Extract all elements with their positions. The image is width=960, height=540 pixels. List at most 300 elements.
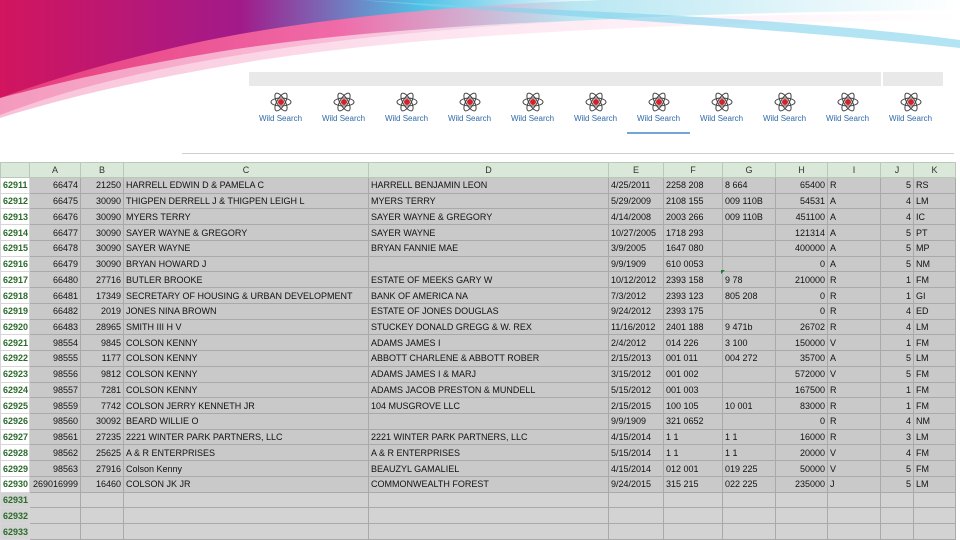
cell[interactable]: 9/9/1909 <box>609 256 664 272</box>
cell[interactable]: NM <box>914 256 956 272</box>
cell[interactable]: 10/27/2005 <box>609 225 664 241</box>
cell[interactable]: 83000 <box>776 398 828 414</box>
wild-search-button[interactable] <box>690 90 753 132</box>
row-number[interactable]: 62925 <box>1 398 30 414</box>
column-header[interactable]: J <box>881 163 914 178</box>
cell[interactable]: 5 <box>881 240 914 256</box>
cell[interactable]: V <box>828 461 881 477</box>
cell[interactable]: BRYAN HOWARD J <box>124 256 369 272</box>
cell[interactable]: ESTATE OF JONES DOUGLAS <box>369 303 609 319</box>
cell[interactable]: JONES NINA BROWN <box>124 303 369 319</box>
cell[interactable]: 7/3/2012 <box>609 288 664 304</box>
wild-search-button[interactable] <box>879 90 942 132</box>
row-number[interactable]: 62911 <box>1 178 30 194</box>
cell[interactable]: 1 1 <box>723 445 776 461</box>
row-number[interactable]: 62914 <box>1 225 30 241</box>
row-number[interactable]: 62931 <box>1 492 30 508</box>
cell[interactable]: 4 <box>881 209 914 225</box>
cell[interactable]: SAYER WAYNE & GREGORY <box>124 225 369 241</box>
cell[interactable]: COMMONWEALTH FOREST <box>369 476 609 492</box>
cell[interactable] <box>723 303 776 319</box>
cell[interactable] <box>723 492 776 508</box>
cell[interactable]: 2/15/2015 <box>609 398 664 414</box>
cell[interactable]: 9 471b <box>723 319 776 335</box>
cell[interactable]: 1647 080 <box>664 240 723 256</box>
cell[interactable] <box>609 492 664 508</box>
cell[interactable] <box>369 256 609 272</box>
cell[interactable] <box>124 508 369 524</box>
cell[interactable]: 1 <box>881 272 914 288</box>
cell[interactable]: 5/29/2009 <box>609 193 664 209</box>
cell[interactable]: 25625 <box>81 445 124 461</box>
cell[interactable]: 50000 <box>776 461 828 477</box>
cell[interactable]: 1 1 <box>664 429 723 445</box>
cell[interactable]: 65400 <box>776 178 828 194</box>
cell[interactable]: 4 <box>881 414 914 430</box>
cell[interactable]: 98555 <box>30 351 81 367</box>
cell[interactable]: 2108 155 <box>664 193 723 209</box>
cell[interactable]: 8 664 <box>723 178 776 194</box>
cell[interactable]: RS <box>914 178 956 194</box>
cell[interactable]: 5/15/2014 <box>609 445 664 461</box>
cell[interactable]: FM <box>914 461 956 477</box>
column-header[interactable]: B <box>81 163 124 178</box>
cell[interactable]: FM <box>914 445 956 461</box>
cell[interactable]: 30090 <box>81 256 124 272</box>
cell[interactable]: 27716 <box>81 272 124 288</box>
column-header[interactable]: D <box>369 163 609 178</box>
cell[interactable]: 805 208 <box>723 288 776 304</box>
cell[interactable] <box>776 492 828 508</box>
cell[interactable]: THIGPEN DERRELL J & THIGPEN LEIGH L <box>124 193 369 209</box>
cell[interactable]: BEARD WILLIE O <box>124 414 369 430</box>
cell[interactable] <box>914 508 956 524</box>
cell[interactable]: 27235 <box>81 429 124 445</box>
cell[interactable]: SAYER WAYNE & GREGORY <box>369 209 609 225</box>
atom-icon <box>396 92 418 112</box>
cell[interactable]: 21250 <box>81 178 124 194</box>
cell[interactable]: COLSON JERRY KENNETH JR <box>124 398 369 414</box>
cell[interactable]: MYERS TERRY <box>369 193 609 209</box>
cell[interactable]: A <box>828 240 881 256</box>
cell[interactable]: R <box>828 429 881 445</box>
row-number[interactable]: 62918 <box>1 288 30 304</box>
cell[interactable]: 66482 <box>30 303 81 319</box>
column-header[interactable]: G <box>723 163 776 178</box>
cell[interactable]: 2221 WINTER PARK PARTNERS, LLC <box>124 429 369 445</box>
cell[interactable] <box>124 524 369 540</box>
cell[interactable]: 004 272 <box>723 351 776 367</box>
cell[interactable]: 235000 <box>776 476 828 492</box>
cell[interactable]: 0 <box>776 414 828 430</box>
cell[interactable] <box>369 508 609 524</box>
row-number[interactable]: 62921 <box>1 335 30 351</box>
cell[interactable]: R <box>828 414 881 430</box>
cell[interactable]: GI <box>914 288 956 304</box>
cell[interactable]: 1 1 <box>664 445 723 461</box>
cell[interactable]: R <box>828 288 881 304</box>
row-number[interactable]: 62932 <box>1 508 30 524</box>
cell[interactable]: 5 <box>881 225 914 241</box>
cell[interactable]: 66480 <box>30 272 81 288</box>
cell[interactable]: 9 78 <box>723 272 776 288</box>
wild-search-button[interactable] <box>312 90 375 132</box>
cell[interactable]: 4 <box>881 193 914 209</box>
cell[interactable] <box>828 492 881 508</box>
cell[interactable]: 210000 <box>776 272 828 288</box>
cell[interactable]: 35700 <box>776 351 828 367</box>
cell[interactable]: 30090 <box>81 225 124 241</box>
cell[interactable]: 66481 <box>30 288 81 304</box>
cell[interactable]: 30090 <box>81 193 124 209</box>
cell[interactable]: R <box>828 382 881 398</box>
cell[interactable]: 001 011 <box>664 351 723 367</box>
column-header[interactable]: H <box>776 163 828 178</box>
cell[interactable]: 009 110B <box>723 209 776 225</box>
cell[interactable]: 28965 <box>81 319 124 335</box>
cell[interactable]: 1718 293 <box>664 225 723 241</box>
cell[interactable] <box>723 524 776 540</box>
cell[interactable]: 2258 208 <box>664 178 723 194</box>
cell[interactable]: V <box>828 366 881 382</box>
row-number[interactable]: 62917 <box>1 272 30 288</box>
cell[interactable]: COLSON KENNY <box>124 382 369 398</box>
cell[interactable]: 2221 WINTER PARK PARTNERS, LLC <box>369 429 609 445</box>
cell[interactable] <box>723 225 776 241</box>
cell[interactable]: 98563 <box>30 461 81 477</box>
cell[interactable]: 167500 <box>776 382 828 398</box>
cell[interactable]: 66475 <box>30 193 81 209</box>
cell[interactable]: A & R ENTERPRISES <box>124 445 369 461</box>
cell[interactable] <box>664 492 723 508</box>
cell[interactable]: 1 <box>881 398 914 414</box>
cell[interactable]: 4/14/2008 <box>609 209 664 225</box>
cell[interactable]: ESTATE OF MEEKS GARY W <box>369 272 609 288</box>
cell[interactable]: 66483 <box>30 319 81 335</box>
row-number[interactable]: 62929 <box>1 461 30 477</box>
cell[interactable]: A <box>828 256 881 272</box>
wild-search-button[interactable] <box>627 90 690 134</box>
cell[interactable]: FM <box>914 335 956 351</box>
cell[interactable]: V <box>828 335 881 351</box>
cell[interactable]: 100 105 <box>664 398 723 414</box>
cell[interactable] <box>828 508 881 524</box>
row-number[interactable]: 62916 <box>1 256 30 272</box>
cell[interactable]: BANK OF AMERICA NA <box>369 288 609 304</box>
cell[interactable]: 5 <box>881 476 914 492</box>
cell[interactable] <box>723 256 776 272</box>
row-number[interactable]: 62926 <box>1 414 30 430</box>
cell[interactable]: 98556 <box>30 366 81 382</box>
cell[interactable]: SAYER WAYNE <box>369 225 609 241</box>
cell[interactable]: 2019 <box>81 303 124 319</box>
cell[interactable]: ADAMS JACOB PRESTON & MUNDELL <box>369 382 609 398</box>
cell[interactable]: ADAMS JAMES I & MARJ <box>369 366 609 382</box>
cell[interactable]: 16000 <box>776 429 828 445</box>
cell[interactable]: Colson Kenny <box>124 461 369 477</box>
cell[interactable]: 9845 <box>81 335 124 351</box>
cell[interactable] <box>881 508 914 524</box>
cell[interactable]: 3 100 <box>723 335 776 351</box>
cell[interactable]: A <box>828 193 881 209</box>
cell[interactable] <box>30 508 81 524</box>
cell[interactable]: R <box>828 178 881 194</box>
row-number[interactable]: 62927 <box>1 429 30 445</box>
cell[interactable] <box>881 524 914 540</box>
cell[interactable]: 5 <box>881 366 914 382</box>
row-number[interactable]: 62915 <box>1 240 30 256</box>
cell[interactable]: 121314 <box>776 225 828 241</box>
cell[interactable]: 019 225 <box>723 461 776 477</box>
cell[interactable]: 9/9/1909 <box>609 414 664 430</box>
cell[interactable]: 98562 <box>30 445 81 461</box>
row-number[interactable]: 62922 <box>1 351 30 367</box>
row-number[interactable]: 62913 <box>1 209 30 225</box>
cell[interactable] <box>81 492 124 508</box>
wild-search-button[interactable] <box>249 90 312 132</box>
cell[interactable] <box>723 366 776 382</box>
cell[interactable]: 7742 <box>81 398 124 414</box>
cell[interactable]: 5 <box>881 178 914 194</box>
cell[interactable]: STUCKEY DONALD GREGG & W. REX <box>369 319 609 335</box>
cell[interactable]: 54531 <box>776 193 828 209</box>
cell[interactable]: 5/15/2012 <box>609 382 664 398</box>
row-number[interactable]: 62919 <box>1 303 30 319</box>
cell[interactable]: 2393 158 <box>664 272 723 288</box>
cell[interactable]: LM <box>914 351 956 367</box>
cell[interactable]: 315 215 <box>664 476 723 492</box>
column-header[interactable]: K <box>914 163 956 178</box>
cell[interactable]: LM <box>914 476 956 492</box>
cell[interactable]: 3/9/2005 <box>609 240 664 256</box>
wild-search-button[interactable] <box>816 90 879 132</box>
row-number[interactable]: 62923 <box>1 366 30 382</box>
cell[interactable]: 0 <box>776 303 828 319</box>
cell[interactable]: 2393 123 <box>664 288 723 304</box>
cell[interactable]: LM <box>914 319 956 335</box>
cell[interactable]: 98557 <box>30 382 81 398</box>
cell[interactable]: 98559 <box>30 398 81 414</box>
wild-search-button[interactable] <box>501 90 564 132</box>
cell[interactable]: 20000 <box>776 445 828 461</box>
cell[interactable] <box>723 240 776 256</box>
cell[interactable] <box>723 382 776 398</box>
cell[interactable]: 7281 <box>81 382 124 398</box>
cell[interactable] <box>723 414 776 430</box>
column-header[interactable]: I <box>828 163 881 178</box>
cell[interactable]: 27916 <box>81 461 124 477</box>
cell[interactable]: 5 <box>881 351 914 367</box>
cell[interactable]: 98561 <box>30 429 81 445</box>
cell[interactable] <box>828 524 881 540</box>
column-header[interactable]: C <box>124 163 369 178</box>
cell[interactable]: 4 <box>881 445 914 461</box>
cell[interactable]: 2401 188 <box>664 319 723 335</box>
cell[interactable]: A & R ENTERPRISES <box>369 445 609 461</box>
cell[interactable]: FM <box>914 366 956 382</box>
row-number[interactable]: 62912 <box>1 193 30 209</box>
cell[interactable]: R <box>828 303 881 319</box>
cell[interactable]: IC <box>914 209 956 225</box>
cell[interactable]: 4/25/2011 <box>609 178 664 194</box>
cell[interactable] <box>124 492 369 508</box>
cell[interactable]: 012 001 <box>664 461 723 477</box>
cell[interactable]: FM <box>914 272 956 288</box>
cell[interactable]: 150000 <box>776 335 828 351</box>
cell[interactable] <box>776 524 828 540</box>
row-number[interactable]: 62933 <box>1 524 30 540</box>
cell[interactable]: 3 <box>881 429 914 445</box>
cell[interactable] <box>609 524 664 540</box>
wild-search-button[interactable] <box>753 90 816 132</box>
cell[interactable]: SAYER WAYNE <box>124 240 369 256</box>
cell[interactable]: 30090 <box>81 209 124 225</box>
cell[interactable]: 5 <box>881 461 914 477</box>
cell[interactable]: 1 <box>881 288 914 304</box>
cell[interactable]: R <box>828 398 881 414</box>
column-header[interactable]: A <box>30 163 81 178</box>
cell[interactable]: 66474 <box>30 178 81 194</box>
cell[interactable]: 4 <box>881 319 914 335</box>
cell[interactable]: 3/15/2012 <box>609 366 664 382</box>
wild-search-button[interactable] <box>438 90 501 132</box>
cell[interactable]: 30092 <box>81 414 124 430</box>
cell[interactable]: 2/4/2012 <box>609 335 664 351</box>
cell[interactable]: 451100 <box>776 209 828 225</box>
cell[interactable]: 9/24/2015 <box>609 476 664 492</box>
cell[interactable]: 66478 <box>30 240 81 256</box>
select-all-corner[interactable] <box>1 163 30 178</box>
cell[interactable]: NM <box>914 414 956 430</box>
cell[interactable] <box>81 524 124 540</box>
cell[interactable]: 10/12/2012 <box>609 272 664 288</box>
cell[interactable]: 4/15/2014 <box>609 461 664 477</box>
cell[interactable]: 16460 <box>81 476 124 492</box>
cell[interactable] <box>369 524 609 540</box>
cell[interactable] <box>664 524 723 540</box>
cell[interactable]: ABBOTT CHARLENE & ABBOTT ROBER <box>369 351 609 367</box>
cell[interactable]: 2003 266 <box>664 209 723 225</box>
cell[interactable]: 269016999 <box>30 476 81 492</box>
cell[interactable]: 1 <box>881 382 914 398</box>
cell[interactable]: 10 001 <box>723 398 776 414</box>
cell[interactable]: 1 <box>881 335 914 351</box>
cell[interactable] <box>30 524 81 540</box>
cell[interactable]: HARRELL EDWIN D & PAMELA C <box>124 178 369 194</box>
cell[interactable]: 30090 <box>81 240 124 256</box>
cell[interactable]: ADAMS JAMES I <box>369 335 609 351</box>
cell[interactable]: 0 <box>776 256 828 272</box>
cell[interactable] <box>369 414 609 430</box>
cell[interactable] <box>81 508 124 524</box>
row-number[interactable]: 62930 <box>1 476 30 492</box>
row-number[interactable]: 62924 <box>1 382 30 398</box>
cell[interactable]: 572000 <box>776 366 828 382</box>
cell[interactable]: BUTLER BROOKE <box>124 272 369 288</box>
cell[interactable]: 001 003 <box>664 382 723 398</box>
cell[interactable]: 98560 <box>30 414 81 430</box>
row-number[interactable]: 62928 <box>1 445 30 461</box>
cell[interactable]: J <box>828 476 881 492</box>
cell[interactable]: ED <box>914 303 956 319</box>
cell[interactable]: COLSON JK JR <box>124 476 369 492</box>
cell[interactable]: 0 <box>776 288 828 304</box>
cell[interactable] <box>776 508 828 524</box>
cell[interactable]: LM <box>914 193 956 209</box>
cell[interactable]: 26702 <box>776 319 828 335</box>
cell[interactable]: R <box>828 272 881 288</box>
cell[interactable] <box>664 508 723 524</box>
cell[interactable]: 98554 <box>30 335 81 351</box>
cell[interactable]: 4 <box>881 303 914 319</box>
cell[interactable]: R <box>828 319 881 335</box>
cell[interactable] <box>30 492 81 508</box>
cell[interactable]: 610 0053 <box>664 256 723 272</box>
cell[interactable]: MYERS TERRY <box>124 209 369 225</box>
cell[interactable]: FM <box>914 398 956 414</box>
cell[interactable]: 104 MUSGROVE LLC <box>369 398 609 414</box>
cell[interactable]: PT <box>914 225 956 241</box>
cell[interactable]: LM <box>914 429 956 445</box>
cell[interactable]: 5 <box>881 256 914 272</box>
row-number[interactable]: 62920 <box>1 319 30 335</box>
cell[interactable]: 66479 <box>30 256 81 272</box>
cell[interactable]: COLSON KENNY <box>124 335 369 351</box>
cell[interactable] <box>723 508 776 524</box>
column-header[interactable]: E <box>609 163 664 178</box>
cell[interactable] <box>881 492 914 508</box>
cell[interactable]: 11/16/2012 <box>609 319 664 335</box>
cell[interactable] <box>609 508 664 524</box>
cell[interactable]: SECRETARY OF HOUSING & URBAN DEVELOPMENT <box>124 288 369 304</box>
cell[interactable]: HARRELL BENJAMIN LEON <box>369 178 609 194</box>
wild-search-button[interactable] <box>375 90 438 132</box>
cell[interactable]: SMITH III H V <box>124 319 369 335</box>
cell[interactable] <box>914 524 956 540</box>
cell[interactable]: 17349 <box>81 288 124 304</box>
cell[interactable]: 9/24/2012 <box>609 303 664 319</box>
cell[interactable]: A <box>828 225 881 241</box>
cell[interactable]: 66476 <box>30 209 81 225</box>
cell[interactable]: COLSON KENNY <box>124 366 369 382</box>
column-header[interactable]: F <box>664 163 723 178</box>
cell[interactable]: 001 002 <box>664 366 723 382</box>
cell[interactable]: FM <box>914 382 956 398</box>
cell[interactable]: 014 226 <box>664 335 723 351</box>
wild-search-button[interactable] <box>564 90 627 132</box>
cell[interactable]: 009 110B <box>723 193 776 209</box>
cell[interactable]: MP <box>914 240 956 256</box>
cell[interactable]: V <box>828 445 881 461</box>
cell[interactable]: 2393 175 <box>664 303 723 319</box>
cell[interactable]: 022 225 <box>723 476 776 492</box>
cell[interactable] <box>369 492 609 508</box>
cell[interactable]: 9812 <box>81 366 124 382</box>
cell[interactable]: 66477 <box>30 225 81 241</box>
cell[interactable]: 321 0652 <box>664 414 723 430</box>
cell[interactable]: A <box>828 351 881 367</box>
cell[interactable]: 2/15/2013 <box>609 351 664 367</box>
cell[interactable]: BEAUZYL GAMALIEL <box>369 461 609 477</box>
cell[interactable]: BRYAN FANNIE MAE <box>369 240 609 256</box>
cell[interactable] <box>914 492 956 508</box>
cell[interactable]: COLSON KENNY <box>124 351 369 367</box>
cell[interactable]: A <box>828 209 881 225</box>
cell[interactable]: 400000 <box>776 240 828 256</box>
cell[interactable]: 4/15/2014 <box>609 429 664 445</box>
cell[interactable]: 1177 <box>81 351 124 367</box>
cell[interactable]: 1 1 <box>723 429 776 445</box>
